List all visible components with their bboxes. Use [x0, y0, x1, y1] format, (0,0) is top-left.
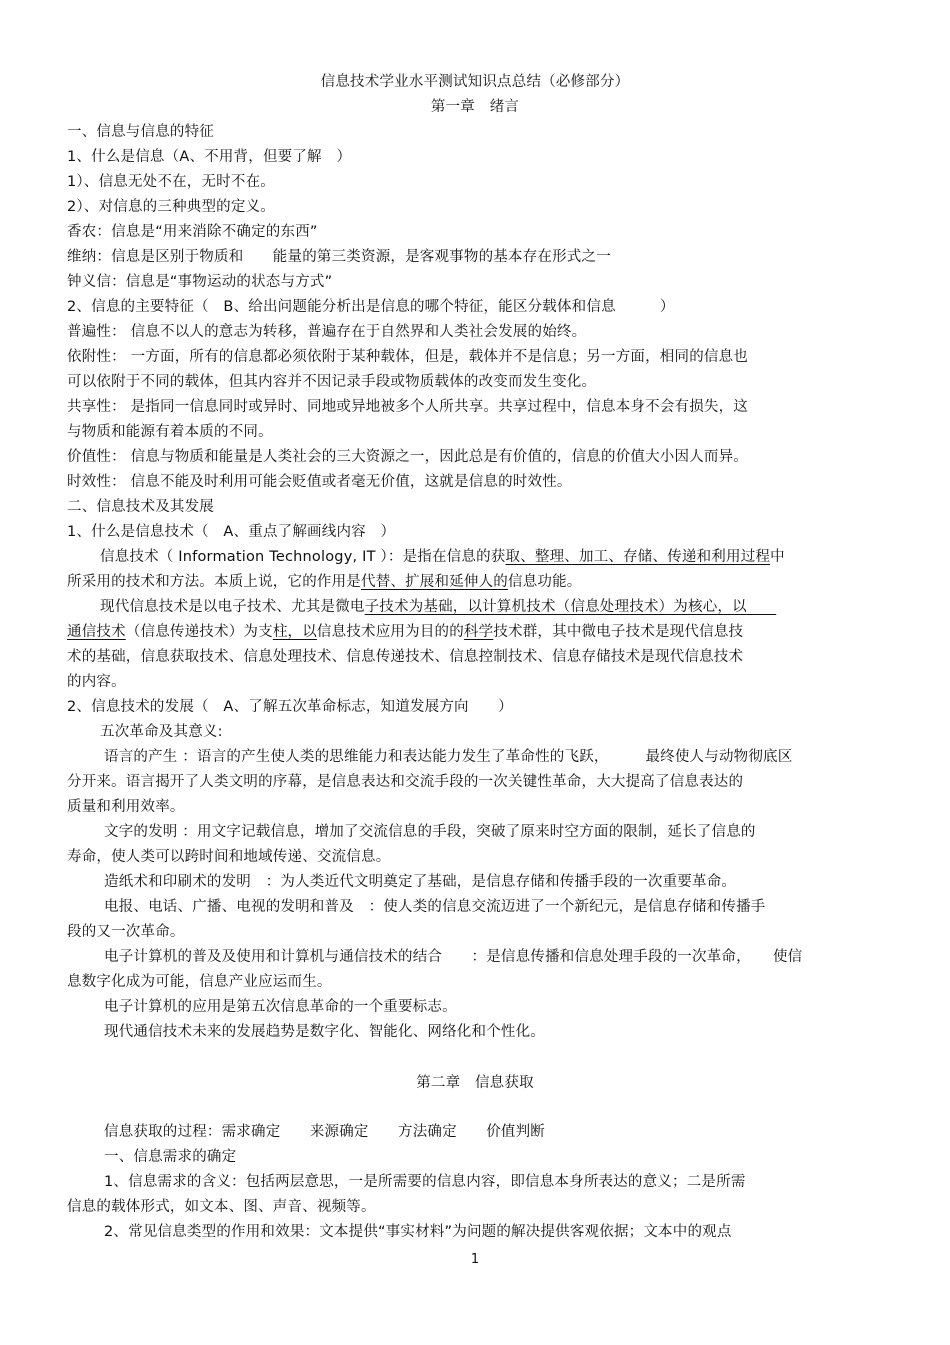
question-4: 2、信息技术的发展（ A、了解五次革命标志，知道发展方向 ） — [67, 699, 513, 715]
question-2: 2、信息的主要特征（ B、给出问题能分析出是信息的哪个特征，能区分载体和信息 ） — [67, 299, 675, 315]
revolution-language: 语言的产生 ：语言的产生使人类的思维能力和表达能力发生了革命性的飞跃， 最终使人与动物彻底区 — [104, 749, 793, 765]
page-number: 1 — [470, 1252, 480, 1267]
chapter-1-heading: 第一章 绪言 — [430, 99, 520, 115]
need-definition: 1、信息需求的含义：包括两层意思，一是所需要的信息内容，即信息本身所表达的意义；二是所需 — [104, 1174, 746, 1190]
acquisition-process: 信息获取的过程：需求确定 来源确定 方法确定 价值判断 — [104, 1124, 545, 1140]
underlined-text: 通信技术 — [67, 624, 126, 640]
text-line: 信息的载体形式，如文本、图、声音、视频等。 — [67, 1199, 376, 1215]
modern-it-line-2 — [67, 622, 743, 642]
question-3: 1、什么是信息技术（ A、重点了解画线内容 ） — [67, 524, 396, 540]
text-line: 的内容。 — [67, 674, 126, 690]
revolution-note: 电子计算机的应用是第五次信息革命的一个重要标志。 — [104, 999, 457, 1015]
document-title: 信息技术学业水平测试知识点总结（必修部分） — [320, 74, 630, 90]
revolution-computer: 电子计算机的普及及使用和计算机与通信技术的结合 ：是信息传播和信息处理手段的一次革命， 使信 — [104, 949, 803, 965]
underlined-text: 柱，以 — [272, 624, 317, 640]
text-line: 息数字化成为可能，信息产业应运而生。 — [67, 974, 332, 990]
text-line: 寿命，使人类可以跨时间和地域传递、交流信息。 — [67, 849, 391, 865]
feature-sharing: 共享性： 是指同一信息同时或异时、同地或异地被多个人所共享。共享过程中，信息本身不会有损失，这 — [67, 399, 749, 415]
text-span: 现代信息技术是以电子技术、尤其是微电 — [100, 599, 365, 615]
it-definition-line — [100, 547, 785, 567]
text-span: 中 — [770, 549, 785, 565]
it-definition-line-2 — [67, 572, 582, 592]
text-span: （信息传递技术）为支 — [125, 624, 273, 640]
text-line: 术的基础，信息获取技术、信息处理技术、信息传递技术、信息控制技术、信息存储技术是现代信息技术 — [67, 649, 744, 665]
text-line: 与物质和能源有着本质的不同。 — [67, 424, 273, 440]
question-1: 1、什么是信息（A、不用背，但要了解 ） — [67, 149, 352, 165]
underline-blank — [747, 599, 776, 615]
revolution-note: 现代通信技术未来的发展趋势是数字化、智能化、网络化和个性化。 — [104, 1024, 545, 1040]
underlined-text: 取、整理、加工、存储、传递和利用过程 — [505, 549, 771, 565]
text-line: 2）、对信息的三种典型的定义。 — [67, 199, 275, 215]
revolutions-heading: 五次革命及其意义: — [100, 724, 223, 740]
underlined-text: 代替、扩展和延伸人的 — [361, 574, 508, 590]
text-span: 技术群，其中微电子技术是现代信息技 — [493, 624, 744, 640]
text-line: 可以依附于不同的载体，但其内容并不因记录手段或物质载体的改变而发生变化。 — [67, 374, 597, 390]
info-types-effects: 2、常见信息类型的作用和效果：文本提供“事实材料”为问题的解决提供客观依据；文本中的观点 — [104, 1224, 732, 1240]
feature-universality: 普遍性： 信息不以人的意志为转移，普遍存在于自然界和人类社会发展的始终。 — [67, 324, 587, 340]
section-1-heading: 一、信息与信息的特征 — [67, 124, 214, 140]
section-2-heading: 二、信息技术及其发展 — [67, 499, 214, 515]
chapter-2-heading: 第二章 信息获取 — [416, 1075, 534, 1091]
underlined-text: 科学 — [463, 624, 494, 640]
text-span: 所采用的技术和方法。本质上说，它的作用是 — [67, 574, 361, 590]
text-span: 信息技术应用为目的的 — [316, 624, 464, 640]
section-3-heading: 一、信息需求的确定 — [104, 1149, 237, 1165]
revolution-printing: 造纸术和印刷术的发明 ：为人类近代文明奠定了基础，是信息存储和传播手段的一次重要革命。 — [104, 874, 737, 890]
text-span: 信息技术（ Information Technology, IT ）：是指在信息的获 — [100, 549, 506, 565]
definition-shannon: 香农：信息是“用来消除不确定的东西” — [67, 224, 318, 240]
text-line: 1）、信息无处不在，无时不在。 — [67, 174, 275, 190]
feature-value: 价值性： 信息与物质和能量是人类社会的三大资源之一，因此总是有价值的，信息的价值大小因人而异。 — [67, 449, 749, 465]
definition-zhong: 钟义信：信息是“事物运动的状态与方式” — [67, 274, 333, 290]
underlined-text: 子技术为基础，以计算机技术（信息处理技术）为核心，以 — [364, 599, 747, 615]
feature-dependency: 依附性： 一方面，所有的信息都必须依附于某种载体，但是，载体并不是信息；另一方面，相同的信息也 — [67, 349, 749, 365]
revolution-writing: 文字的发明 ：用文字记载信息，增加了交流信息的手段，突破了原来时空方面的限制，延长了信息的 — [104, 824, 756, 840]
modern-it-line — [100, 597, 776, 617]
definition-wiener: 维纳：信息是区别于物质和 能量的第三类资源，是客观事物的基本存在形式之一 — [67, 249, 611, 265]
text-line: 分开来。语言揭开了人类文明的序幕，是信息表达和交流手段的一次关键性革命，大大提高了信息表达的 — [67, 774, 744, 790]
feature-timeliness: 时效性： 信息不能及时利用可能会贬值或者毫无价值，这就是信息的时效性。 — [67, 474, 572, 490]
text-span: 信息功能。 — [508, 574, 582, 590]
text-line: 段的又一次革命。 — [67, 924, 185, 940]
revolution-telecom: 电报、电话、广播、电视的发明和普及 ：使人类的信息交流迈进了一个新纪元，是信息存储和传播手 — [104, 899, 766, 915]
text-line: 质量和利用效率。 — [67, 799, 185, 815]
